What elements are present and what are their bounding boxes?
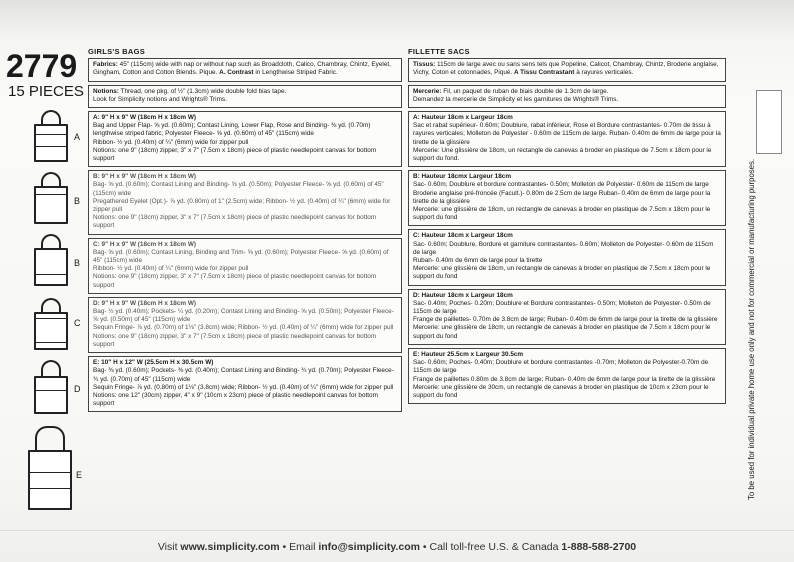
mercerie-label: Mercerie: bbox=[413, 87, 442, 95]
section-line: Ruban- 0.40m de 6mm de large pour la tirette bbox=[413, 257, 543, 265]
footer bbox=[0, 541, 794, 553]
footer-site-link[interactable]: www.simplicity.com bbox=[180, 541, 280, 553]
mercerie-text: Fil, un paquet de ruban de biais double de 1.3cm de large. bbox=[443, 87, 609, 95]
section-line: Bag- ½ yd. (0.40m); Pockets- ¼ yd. (0.20m); Contast Lining and Binding- ⅝ yd. (0.50m); Polyester Fleece- ⅝ yd. (0.50m) of 45" (115cm) wide bbox=[93, 308, 394, 324]
section-line: Notions: one 9" (18cm) zipper, 3" x 7" (7.5cm x 18cm) piece of plastic needlepoint canvas for bottom support bbox=[93, 214, 377, 230]
footer-divider bbox=[0, 530, 794, 531]
bag-d-illustration bbox=[34, 376, 68, 414]
bag-e-illustration bbox=[28, 450, 72, 510]
section-line: Sequin Fringe- ⅞ yd. (0.70m) of 1⅛" (3.8cm) wide; Ribbon- ½ yd. (0.40m) of ¼" (6mm) wide for zipper pull bbox=[93, 324, 394, 332]
footer-email-link[interactable]: info@simplicity.com bbox=[318, 541, 420, 553]
tissus-text: 115cm de large avec ou sans sens tels que Popeline, Calicot, Chambray, Chintz, Broderie anglaise, Vichy, Coton et cotonnades, Piqué. bbox=[413, 61, 719, 77]
tissus-label: Tissus: bbox=[413, 61, 436, 69]
footer-email-label: • Email bbox=[282, 541, 316, 553]
section-size: D: 9" H x 9" W (18cm H x 18cm W) bbox=[93, 299, 197, 307]
pattern-number: 2779 bbox=[6, 48, 78, 84]
section-line: Mercerie: une glissière de 18cm, un rectangle de canevas à broder en plastique de 7.5cm x 18cm pour le support du fond bbox=[413, 206, 711, 222]
english-section-c bbox=[88, 238, 402, 294]
bag-a-label: A bbox=[74, 132, 81, 142]
section-line: Mercerie: une glissière de 18cm, un rectangle de canevas à broder en plastique de 7.5cm x 18cm pour le support du fond bbox=[413, 265, 711, 281]
english-section-b bbox=[88, 170, 402, 234]
section-line: Notions: one 9" (18cm) zipper, 3" x 7" (7.5cm x 18cm) piece of plastic needlepoint canvas for bottom support bbox=[93, 332, 377, 348]
section-line: Sac- 0.40m; Poches- 0.20m; Doublure et Bordure contrastantes- 0.50m; Molleton de Polyester- 0.50m de 115cm de large bbox=[413, 299, 711, 316]
footer-phone[interactable]: 1-888-588-2700 bbox=[561, 541, 637, 553]
section-line: Ribbon- ½ yd. (0.40m) of ¼" (6mm) wide for zipper pull bbox=[93, 265, 249, 273]
section-line: Bag- ⅝ yd. (0.60m); Contast Lining, Binding and Trim- ⅝ yd. (0.60m); Polyester Fleece- ⅝ yd. (0.60m) of 45" (115cm) wide bbox=[93, 248, 389, 265]
section-line: Pregathered Eyelet (Opt.)- ⅞ yd. (0.80m) of 1" (2.5cm) wide; Ribbon- ½ yd. (0.40m) of ¼" (6mm) wide for zipper pull bbox=[93, 197, 391, 214]
section-size: E: 10" H x 12" W (25.5cm H x 30.5cm W) bbox=[93, 359, 214, 367]
section-line: Sequin Fringe- ⅞ yd. (0.80m) of 1⅛" (3.8cm) wide; Ribbon- ½ yd. (0.40m) of ¼" (6mm) wide for zipper pull bbox=[93, 383, 394, 391]
french-section-b bbox=[408, 170, 726, 226]
french-column bbox=[408, 48, 726, 407]
section-line: Mercerie: une glissière de 30cm, un rectangle de canevas à broder en plastique de 10cm x 23cm pour le support du fond bbox=[413, 383, 709, 399]
bag-a-illustration bbox=[34, 124, 68, 162]
footer-visit: Visit bbox=[157, 541, 178, 553]
footer-call: • Call toll-free U.S. & Canada bbox=[422, 541, 559, 553]
french-section-e bbox=[408, 348, 726, 404]
mercerie-note: Demandez la mercerie de Simplicity et les garnitures de Wrights® Trims. bbox=[413, 95, 619, 103]
bag-c-illustration bbox=[34, 312, 68, 350]
bag-e-label: E bbox=[76, 470, 83, 480]
english-section-e bbox=[88, 356, 402, 412]
bag-d-label: D bbox=[74, 384, 81, 394]
contrast-text: in Lengthwise Striped Fabric. bbox=[255, 69, 338, 77]
english-notions-box bbox=[88, 85, 402, 108]
section-line: Bag- ⅜ yd. (0.60m); Pockets- ⅜ yd. (0.40m); Contast Lining and Binding- ¾ yd. (0.70m); Polyester Fleece- ¾ yd. (0.70m) of 45" (115cm) wide bbox=[93, 367, 394, 383]
section-line: Sac- 0.60m; Doublure, Bordure et garniture contrastantes- 0.60m; Molleton de Polyester- 0.60m de 115cm de large bbox=[413, 240, 714, 256]
section-line: Broderie anglaise pré-froncée (Facult.)- 0.80m de 2.5cm de large Ruban- 0.40m de 6mm de large pour la tirette de la glissière bbox=[413, 189, 711, 205]
bag-b-label: B bbox=[74, 196, 81, 206]
section-line: Bag and Upper Flap- ⅝ yd. (0.60m); Contast Lining, Lower Flap, Rose and Binding- ⅜ yd. (0.70m) lengthwise striped fabric; Polyester Fleece- ⅝ yd. (0.60m) of 45" (115cm) wide bbox=[93, 122, 371, 138]
pieces-count: 15 PIECES bbox=[8, 83, 84, 100]
english-section-a bbox=[88, 111, 402, 167]
french-mercerie-box bbox=[408, 85, 726, 108]
english-header: GIRLS'S BAGS bbox=[88, 47, 146, 56]
section-line: Ribbon- ½ yd. (0.40m) of ¼" (6mm) wide for zipper pull bbox=[93, 138, 249, 146]
section-size: C: Hauteur 18cm x Largeur 18cm bbox=[413, 232, 513, 240]
section-line: Sac- 0.60m; Poches- 0.40m; Doublure et bordure contrastantes -0.70m; Molleton de Polyester-0.70m de 115cm de large bbox=[413, 359, 709, 375]
section-size: E: Hauteur 25.5cm x Largeur 30.5cm bbox=[413, 350, 524, 358]
notions-label: Notions: bbox=[93, 87, 119, 95]
bag-b2-label: B bbox=[74, 258, 81, 268]
fabrics-label: Fabrics: bbox=[93, 61, 118, 69]
corner-label-box bbox=[756, 90, 782, 154]
french-section-c bbox=[408, 229, 726, 285]
bag-c-label: C bbox=[74, 318, 81, 328]
contrast-label: A. Contrast bbox=[219, 69, 254, 77]
vertical-legal-note bbox=[735, 70, 756, 500]
contrast-label-fr: A Tissu Contrastant bbox=[514, 69, 575, 77]
section-line: Notions: one 9" (18cm) zipper, 3" x 7" (7.5cm x 18cm) piece of plastic needlepoint canvas for bottom support bbox=[93, 146, 377, 163]
contrast-text-fr: à rayures verticales. bbox=[576, 69, 634, 77]
section-size: B: Hauteur 18cmx Largeur 18cm bbox=[413, 173, 512, 181]
english-fabrics-box bbox=[88, 58, 402, 81]
section-line: Sac- 0.60m; Doublure et bordure contrastantes- 0.50m; Molleton de Polyester- 0.60m de 115cm de large bbox=[413, 181, 709, 189]
bag-b-illustration bbox=[34, 186, 68, 224]
section-size: A: 9" H x 9" W (18cm H x 18cm W) bbox=[93, 114, 197, 122]
notions-text: Thread, one pkg. of ½" (1.3cm) wide double fold bias tape. bbox=[120, 87, 287, 95]
bag-b2-illustration bbox=[34, 248, 68, 286]
section-line: Mercerie: Une glissière de 18cm, un rectangle de canevas à broder en plastique de 7.5cm x 18cm pour le support du fond. bbox=[413, 146, 712, 163]
notions-note: Look for Simplicity notions and Wrights® Trims. bbox=[93, 95, 227, 103]
section-size: C: 9" H x 9" W (18cm H x 18cm W) bbox=[93, 240, 197, 248]
section-size: B: 9" H x 9" W (18cm H x 18cm W) bbox=[93, 173, 197, 181]
section-line: Sac et rabat supérieur- 0.60m; Doublure, rabat inférieur, Rose et Bordure contrastantes- 0.70m de tissu à rayures verticales; Molleton de Polyester - 0.60m de 115cm de large. Ruban- 0.40m de 6mm de large pour la tirette de la glissière bbox=[413, 122, 721, 146]
section-line: Frange de paillettes 0.80m de 3.8cm de large; Ruban- 0.40m de 6mm de large pour la tirette de la glissière bbox=[413, 375, 716, 383]
section-line: Bag- ⅝ yd. (0.60m); Contast Lining and Binding- ⅝ yd. (0.50m); Polyester Fleece- ⅝ yd. (0.60m) of 45" (115cm) wide bbox=[93, 181, 384, 197]
french-header: FILLETTE SACS bbox=[408, 47, 470, 56]
french-section-a bbox=[408, 111, 726, 167]
french-tissus-box bbox=[408, 58, 726, 81]
legal-note-text: To be used for individual private home use only and not for commercial or manufacturing purposes. bbox=[747, 158, 756, 500]
section-line: Notions: one 9" (18cm) zipper, 3" x 7" (7.5cm x 18cm) piece of plastic needlepoint canvas for bottom support bbox=[93, 273, 377, 289]
english-section-d bbox=[88, 297, 402, 353]
section-line: Mercerie: une glissière de 18cm, un rectangle de canevas à broder en plastique de 7.5cm x 18cm pour le support du fond bbox=[413, 324, 711, 340]
english-column bbox=[88, 48, 402, 415]
section-size: D: Hauteur 18cm x Largeur 18cm bbox=[413, 291, 513, 299]
fabrics-text: 45" (115cm) wide with nap or without nap such as Broadcloth, Calico, Chambray, Chintz, Eyelet, Gingham, Cotton and Cotton Blends. Pique. bbox=[93, 61, 391, 77]
fold-shadow bbox=[0, 0, 794, 40]
section-line: Notions: one 12" (30cm) zipper, 4" x 9" (10cm x 23cm) piece of plastic needlepoint canvas for bottom support bbox=[93, 391, 378, 408]
section-size: A: Hauteur 18cm x Largeur 18cm bbox=[413, 114, 513, 122]
section-line: Frange de paillettes- 0.70m de 3.8cm de large; Ruban- 0.40m de 6mm de large pour la tirette de la glissière bbox=[413, 316, 718, 324]
french-section-d bbox=[408, 289, 726, 345]
